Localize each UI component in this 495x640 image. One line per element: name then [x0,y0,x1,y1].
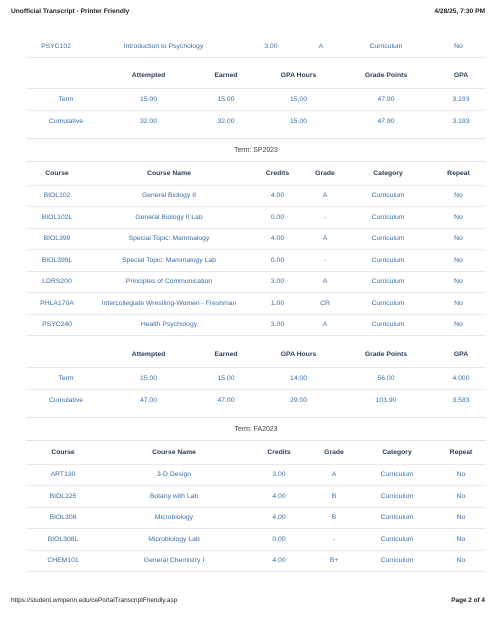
course-table-fa2023 [26,442,486,572]
gpa-header-attempted: Attempted [131,72,166,80]
course-grade: A [322,321,328,329]
course-category: Curriculum [371,235,405,243]
course-category: Curriculum [380,492,414,500]
gpa-grade-points: 47.90 [377,95,395,103]
gpa-label: Term [58,95,74,103]
gpa-attempted: 32.00 [139,117,157,125]
course-repeat: No [456,557,466,565]
course-grade: B+ [329,557,339,565]
course-category: Curriculum [371,256,405,264]
course-grade: - [323,256,327,264]
course-category: Curriculum [371,192,405,200]
term-title-sp2023: Term: SP2023 [26,138,486,162]
gpa-summary-sp2023 [26,343,486,411]
gpa-earned: 15.00 [217,95,235,103]
course-credits: 3.00 [270,321,285,329]
course-credits: 0.00 [270,256,285,264]
course-row [26,314,486,336]
print-header [11,8,485,20]
course-code: BIOL399L [41,256,73,264]
gpa-label: Cumulative [49,396,83,404]
course-credits: 4.00 [272,557,286,565]
prev-course-row [26,34,486,58]
course-name: Microbiology Lab [148,535,200,543]
course-row [26,271,486,293]
course-repeat: No [454,256,463,264]
gpa-value: 3.583 [452,396,470,404]
course-grade: A [331,471,337,479]
course-grade: - [323,213,327,221]
col-course: Course [51,449,75,457]
gpa-summary-fa2022 [26,64,486,132]
course-repeat: No [454,278,463,286]
course-repeat: No [456,492,466,500]
gpa-grade-points: 103.90 [375,396,397,404]
course-credits: 3.00 [264,42,278,50]
course-name: Principles of Communication [125,278,213,286]
course-row [26,464,486,486]
gpa-row-cumulative [26,389,486,411]
gpa-earned: 15.00 [217,374,235,382]
col-course-name: Course Name [147,170,191,178]
gpa-value: 4.000 [452,374,470,382]
print-datetime: 4/28/25, 7:30 PM [434,8,485,15]
course-row [26,185,486,207]
col-credits: Credits [265,170,290,178]
col-category: Category [382,449,412,457]
gpa-earned: 32.00 [217,117,235,125]
course-category: Curriculum [369,42,403,50]
course-name: General Biology II [141,192,197,200]
document-title: Unofficial Transcript - Printer Friendly [11,8,130,15]
course-row [26,207,486,229]
course-repeat: No [454,321,463,329]
col-category: Category [373,170,403,178]
course-code: PSYC240 [42,321,72,329]
gpa-header-blank [26,343,106,367]
course-name: 3-D Design [157,471,191,479]
gpa-hours: 29.00 [289,396,307,404]
course-code: ART130 [50,471,76,479]
course-name: Intercollegiate Wrestling-Women - Freshman [101,299,237,307]
course-category: Curriculum [380,535,414,543]
course-name: Special Topic: Mammalogy [128,235,210,243]
gpa-value: 3.193 [452,95,470,103]
course-category: Curriculum [371,321,405,329]
course-repeat: No [454,235,463,243]
course-credits: 3.00 [270,278,285,286]
course-credits: 4.00 [272,492,286,500]
course-table-sp2023 [26,163,486,336]
gpa-header-attempted: Attempted [131,351,166,359]
course-category: Curriculum [371,299,405,307]
course-repeat: No [456,471,466,479]
course-grade: A [322,235,328,243]
course-grade: B [331,514,337,522]
course-category: Curriculum [380,557,414,565]
gpa-header-gpa-hours: GPA Hours [280,72,317,80]
course-repeat: No [454,42,463,50]
course-code: LDRS200 [42,278,72,286]
course-name: Health Psychology [140,321,198,329]
col-repeat: Repeat [449,449,473,457]
course-code: BIOL225 [49,492,77,500]
course-row [26,550,486,572]
course-name: General Chemistry I [143,557,205,565]
gpa-header-gpa-hours: GPA Hours [280,351,317,359]
course-row [26,250,486,272]
course-code: BIOL102L [41,213,73,221]
course-repeat: No [454,213,463,221]
print-footer [11,597,485,609]
gpa-hours: 14.00 [289,374,307,382]
gpa-attempted: 47.00 [139,396,157,404]
course-row [26,529,486,551]
page-url: https://student.wmpenn.edu/cePortalTranscriptFriendly.asp [11,597,178,604]
term-title-fa2023: Term: FA2023 [26,417,486,441]
course-credits: 0.00 [272,535,286,543]
course-name: General Biology II Lab [135,213,203,221]
course-credits: 4.00 [270,192,285,200]
gpa-header-earned: Earned [214,72,238,80]
course-grade: A [322,192,328,200]
course-code: BIOL102 [43,192,71,200]
gpa-hours: 15.00 [289,117,307,125]
course-grade: B [331,492,337,500]
gpa-header-gpa: GPA [453,351,469,359]
gpa-earned: 47.00 [217,396,235,404]
gpa-header-grade-points: Grade Points [364,351,408,359]
course-code: BIOL308L [47,535,79,543]
course-code: CHEM101 [47,557,79,565]
course-credits: 1.00 [270,299,285,307]
course-row [26,486,486,508]
gpa-header-blank [26,64,106,88]
gpa-header-earned: Earned [214,351,238,359]
course-name: Microbiology [154,514,194,522]
course-category: Curriculum [380,471,414,479]
course-category: Curriculum [371,213,405,221]
course-code: PSYC102 [41,42,71,50]
gpa-label: Cumulative [49,117,83,125]
gpa-attempted: 15.00 [139,95,157,103]
gpa-value: 3.193 [452,117,470,125]
course-credits: 4.00 [272,514,286,522]
gpa-attempted: 15.00 [139,374,157,382]
course-grade: A [318,42,324,50]
col-course-name: Course Name [152,449,196,457]
course-grade: CR [320,299,330,307]
course-credits: 4.00 [270,235,285,243]
course-name: Introduction to Psychology [123,42,204,50]
course-row [26,507,486,529]
gpa-grade-points: 47.90 [377,117,395,125]
col-credits: Credits [267,449,291,457]
course-repeat: No [454,192,463,200]
col-grade: Grade [324,449,344,457]
gpa-header-grade-points: Grade Points [364,72,408,80]
col-repeat: Repeat [447,170,470,178]
course-row [26,228,486,250]
gpa-label: Term [58,374,74,382]
course-repeat: No [456,514,466,522]
course-name: Botany with Lab [149,492,199,500]
course-code: BIOL399 [43,235,71,243]
gpa-row-cumulative [26,110,486,132]
course-category: Curriculum [380,514,414,522]
page-number: Page 2 of 4 [451,597,485,604]
gpa-row-term [26,88,486,110]
course-code: BIOL308 [49,514,77,522]
gpa-header-gpa: GPA [453,72,469,80]
gpa-grade-points: 56.00 [377,374,395,382]
course-credits: 0.00 [270,213,285,221]
col-grade: Grade [315,170,335,178]
course-grade: A [322,278,328,286]
course-category: Curriculum [371,278,405,286]
course-repeat: No [454,299,463,307]
course-row [26,293,486,315]
gpa-row-term [26,367,486,389]
course-credits: 3.00 [272,471,286,479]
course-code: PHLA170A [40,299,74,307]
course-repeat: No [456,535,466,543]
course-name: Special Topic: Mammalogy Lab [122,256,216,264]
course-grade: - [332,535,336,543]
col-course: Course [45,170,69,178]
gpa-hours: 15.00 [289,95,307,103]
